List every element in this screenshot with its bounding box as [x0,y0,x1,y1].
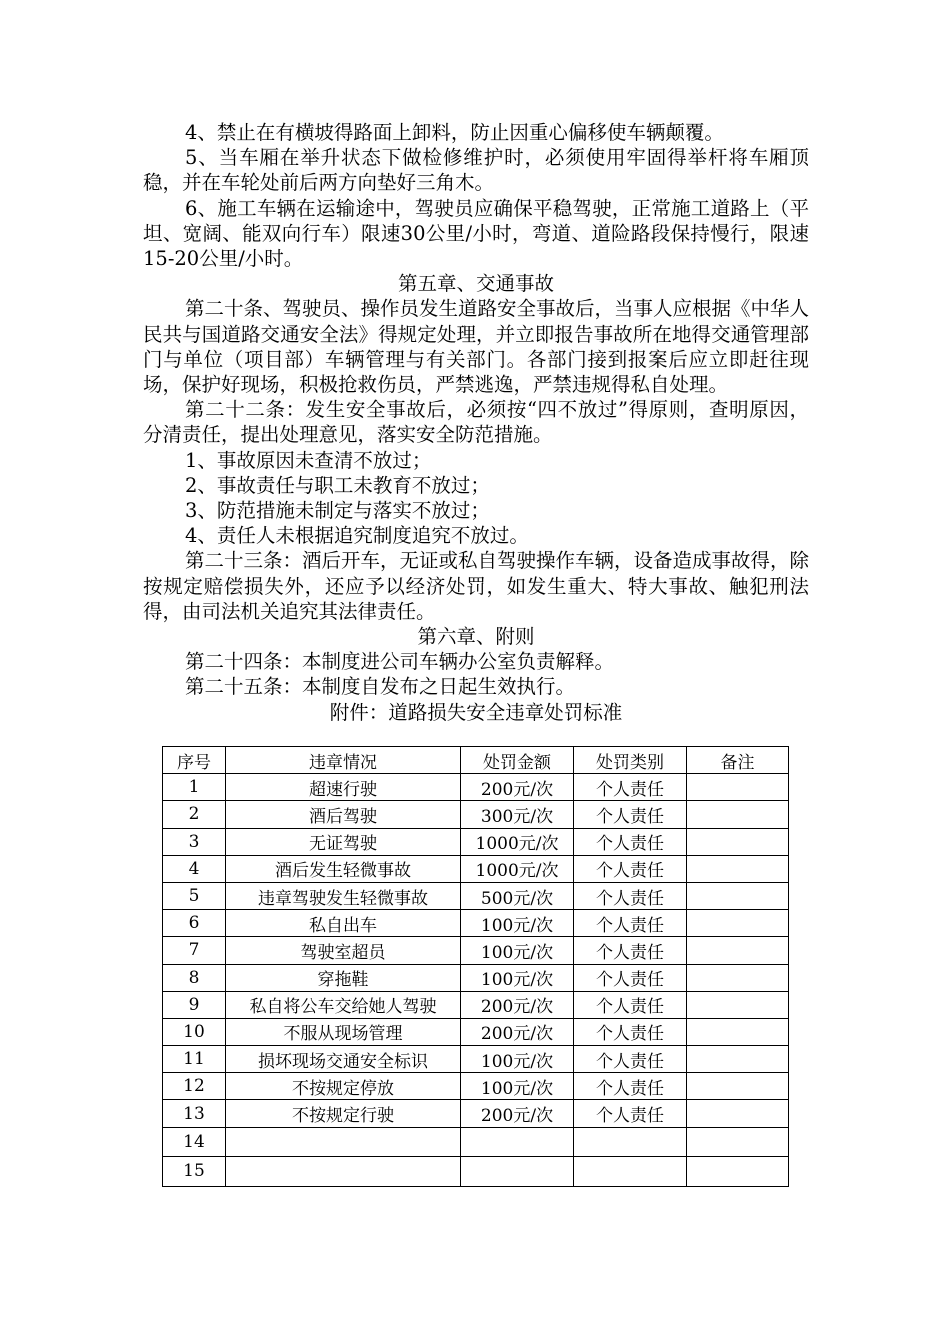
table-row [163,882,789,909]
paragraph: 4、禁止在有横坡得路面上卸料，防止因重心偏移使车辆颠覆。 [185,121,724,144]
table-cell [226,1157,461,1187]
table-cell: 100元/次 [461,910,574,937]
table-cell [687,1018,789,1045]
table-row [163,1018,789,1045]
table-cell: 5 [163,882,226,909]
table-cell: 100元/次 [461,937,574,964]
table-cell: 个人责任 [574,937,687,964]
table-cell: 个人责任 [574,828,687,855]
table-cell: 违章驾驶发生轻微事故 [226,882,461,909]
table-cell: 6 [163,910,226,937]
chapter-6-title: 第六章、附则 [417,625,535,649]
table-cell [687,801,789,828]
table-cell: 个人责任 [574,991,687,1018]
list-item: 2、事故责任与职工未教育不放过； [185,473,490,497]
table-cell: 200元/次 [461,991,574,1018]
table-cell: 超速行驶 [226,774,461,801]
table-header-row [163,747,789,774]
table-cell: 3 [163,828,226,855]
table-cell [687,1073,789,1100]
table-row [163,937,789,964]
table-cell [687,774,789,801]
header-cell: 违章情况 [226,747,461,774]
table-cell: 个人责任 [574,774,687,801]
table-cell: 13 [163,1100,226,1127]
header-cell: 备注 [687,747,789,774]
table-cell: 1 [163,774,226,801]
table-cell: 个人责任 [574,1046,687,1073]
table-row [163,1073,789,1100]
table-cell: 12 [163,1073,226,1100]
table-cell [687,855,789,882]
table-cell [461,1157,574,1187]
table-cell: 200元/次 [461,1018,574,1045]
paragraph: 第二十四条：本制度进公司车辆办公室负责解释。 [185,650,615,674]
table-cell: 2 [163,801,226,828]
table-row [163,991,789,1018]
table-row [163,855,789,882]
header-cell: 序号 [163,747,226,774]
table-cell [687,1100,789,1127]
table-cell: 100元/次 [461,964,574,991]
table-cell: 酒后发生轻微事故 [226,855,461,882]
table-cell: 11 [163,1046,226,1073]
table-cell: 500元/次 [461,882,574,909]
table-cell: 损坏现场交通安全标识 [226,1046,461,1073]
table-cell: 4 [163,855,226,882]
table-cell [687,1127,789,1157]
table-cell: 驾驶室超员 [226,937,461,964]
table-row [163,1157,789,1187]
table-cell: 个人责任 [574,1100,687,1127]
paragraph: 第二十二条：发生安全事故后，必须按“四不放过”得原则，查明原因，分清责任，提出处理意见，落实安全防范措施。 [143,398,809,447]
table-cell: 个人责任 [574,855,687,882]
table-cell [687,882,789,909]
table-cell: 10 [163,1018,226,1045]
table-cell: 无证驾驶 [226,828,461,855]
table-cell [687,937,789,964]
table-cell: 穿拖鞋 [226,964,461,991]
attachment-title: 附件：道路损失安全违章处罚标准 [329,700,623,724]
table-cell: 7 [163,937,226,964]
table-cell: 个人责任 [574,1073,687,1100]
table-cell: 1000元/次 [461,855,574,882]
table-body [163,774,789,1186]
table-cell: 15 [163,1157,226,1187]
table-cell: 个人责任 [574,910,687,937]
table-cell: 不按规定行驶 [226,1100,461,1127]
table-cell: 不按规定停放 [226,1073,461,1100]
table-cell: 100元/次 [461,1073,574,1100]
table-cell [574,1157,687,1187]
header-cell: 处罚类别 [574,747,687,774]
paragraph: 第二十三条：酒后开车，无证或私自驾驶操作车辆，设备造成事故得，除按规定赔偿损失外，还应予以经济处罚，如发生重大、特大事故、触犯刑法得，由司法机关追究其法律责任。 [143,549,810,623]
table-cell [687,910,789,937]
table-cell: 个人责任 [574,1018,687,1045]
list-item: 1、事故原因未查清不放过； [185,448,432,472]
table-cell [687,1046,789,1073]
table-cell: 8 [163,964,226,991]
table-row [163,828,789,855]
document-body [143,120,809,725]
table-cell [226,1127,461,1157]
table-cell: 个人责任 [574,882,687,909]
table-cell [574,1127,687,1157]
table-cell [687,828,789,855]
paragraph: 第二十条、驾驶员、操作员发生道路安全事故后，当事人应根据《中华人民共与国道路交通安全法》得规定处理，并立即报告事故所在地得交通管理部门与单位（项目部）车辆管理与有关部门。各部门接到报案后应立即赶往现场，保护好现场，积极抢救伤员，严禁逃逸，严禁违规得私自处理。 [143,297,810,397]
table-cell [687,991,789,1018]
paragraph: 5、当车厢在举升状态下做检修维护时，必须使用牢固得举杆将车厢顶稳，并在车轮处前后两方向垫好三角木。 [143,146,809,195]
table-cell: 私自出车 [226,910,461,937]
list-item: 3、防范措施未制定与落实不放过； [185,499,490,523]
table-row [163,1127,789,1157]
table-cell: 个人责任 [574,801,687,828]
table-cell: 14 [163,1127,226,1157]
list-item: 4、责任人未根据追究制度追究不放过。 [185,524,529,548]
paragraph: 第二十五条：本制度自发布之日起生效执行。 [185,675,576,699]
table-cell: 不服从现场管理 [226,1018,461,1045]
table-cell: 酒后驾驶 [226,801,461,828]
table-row [163,910,789,937]
paragraph: 6、施工车辆在运输途中，驾驶员应确保平稳驾驶，正常施工道路上（平坦、宽阔、能双向行车）限速30公里/小时，弯道、道险路段保持慢行，限速15-20公里/小时。 [143,196,809,271]
table-cell: 200元/次 [461,1100,574,1127]
table-row [163,801,789,828]
chapter-5-title: 第五章、交通事故 [397,272,554,296]
table-cell: 私自将公车交给她人驾驶 [226,991,461,1018]
table-cell [687,964,789,991]
table-row [163,1100,789,1127]
table-cell: 200元/次 [461,774,574,801]
table-cell: 个人责任 [574,964,687,991]
header-cell: 处罚金额 [461,747,574,774]
table-row [163,964,789,991]
table-cell [461,1127,574,1157]
table-cell: 100元/次 [461,1046,574,1073]
penalty-table [162,746,789,1187]
table-cell [687,1157,789,1187]
table-row [163,1046,789,1073]
table-row [163,774,789,801]
table-cell: 9 [163,991,226,1018]
table-cell: 1000元/次 [461,828,574,855]
table-cell: 300元/次 [461,801,574,828]
